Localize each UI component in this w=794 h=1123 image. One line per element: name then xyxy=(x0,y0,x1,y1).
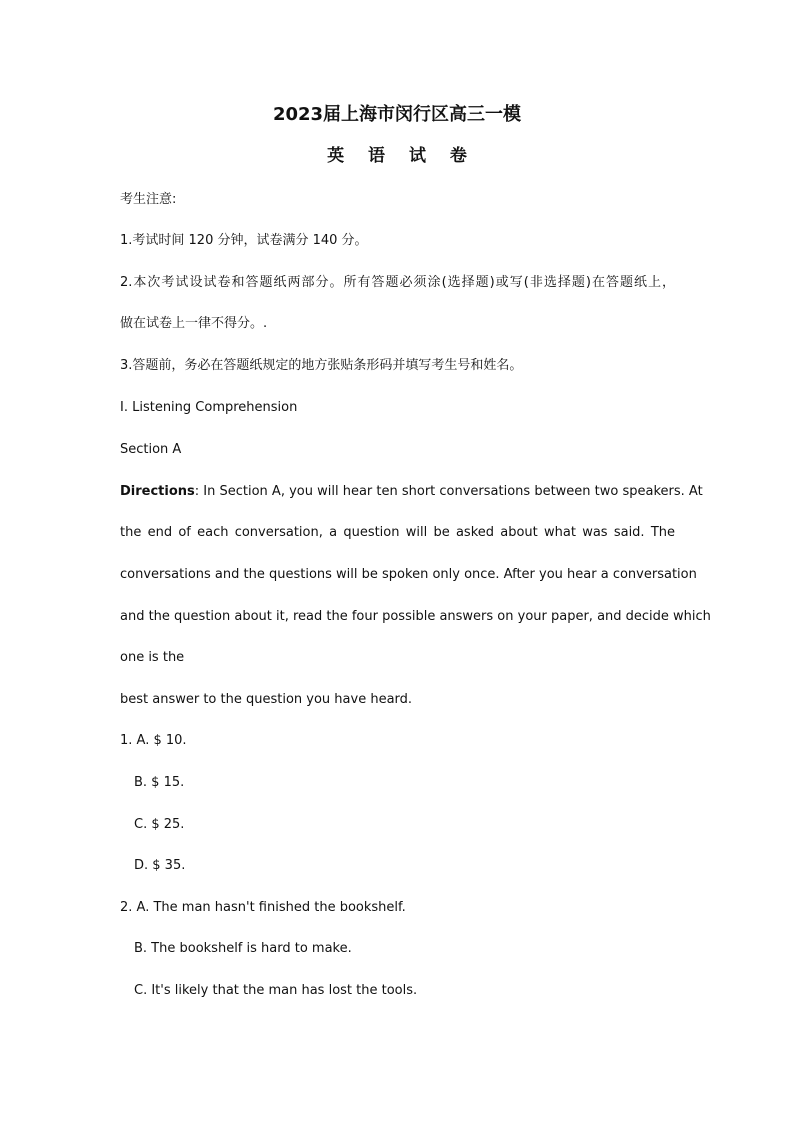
part-heading: I. Listening Comprehension xyxy=(120,400,298,415)
notice-item-1: 1.考试时间 120 分钟，试卷满分 140 分。 xyxy=(120,233,368,248)
notice-item-2: 2.本次考试设试卷和答题纸两部分。所有答题必须涂(选择题)或写(非选择题)在答题纸上， xyxy=(120,275,675,290)
directions-line-5: one is the xyxy=(120,650,185,665)
notice-heading: 考生注意: xyxy=(120,192,177,207)
q1-option-a: 1. A. $ 10. xyxy=(120,733,187,748)
notice-item-2-cont: 做在试卷上一律不得分。. xyxy=(120,316,268,331)
directions-line-6: best answer to the question you have heard. xyxy=(120,692,413,707)
q2-option-b: B. The bookshelf is hard to make. xyxy=(134,941,352,956)
exam-title: 2023届上海市闵行区高三一模 xyxy=(272,104,522,125)
q1-option-b: B. $ 15. xyxy=(134,775,185,790)
q2-option-a: 2. A. The man hasn't finished the bookshelf. xyxy=(120,900,406,915)
directions-line-3: conversations and the questions will be spoken only once. After you hear a conversation xyxy=(120,567,697,582)
directions-line-2: the end of each conversation, a question will be asked about what was said. The xyxy=(120,525,675,540)
section-heading: Section A xyxy=(120,442,182,457)
exam-subtitle: 英 语 试 卷 xyxy=(327,146,476,166)
directions-text-1: : In Section A, you will hear ten short conversations between two speakers. At xyxy=(194,484,703,499)
q2-option-c: C. It's likely that the man has lost the tools. xyxy=(134,983,418,998)
directions-label: Directions xyxy=(120,484,195,499)
directions-line-4: and the question about it, read the four possible answers on your paper, and decide which xyxy=(120,609,711,624)
notice-item-3: 3.答题前，务必在答题纸规定的地方张贴条形码并填写考生号和姓名。 xyxy=(120,358,523,373)
directions-line-1 xyxy=(120,484,703,500)
q1-option-d: D. $ 35. xyxy=(134,858,186,873)
q1-option-c: C. $ 25. xyxy=(134,817,185,832)
